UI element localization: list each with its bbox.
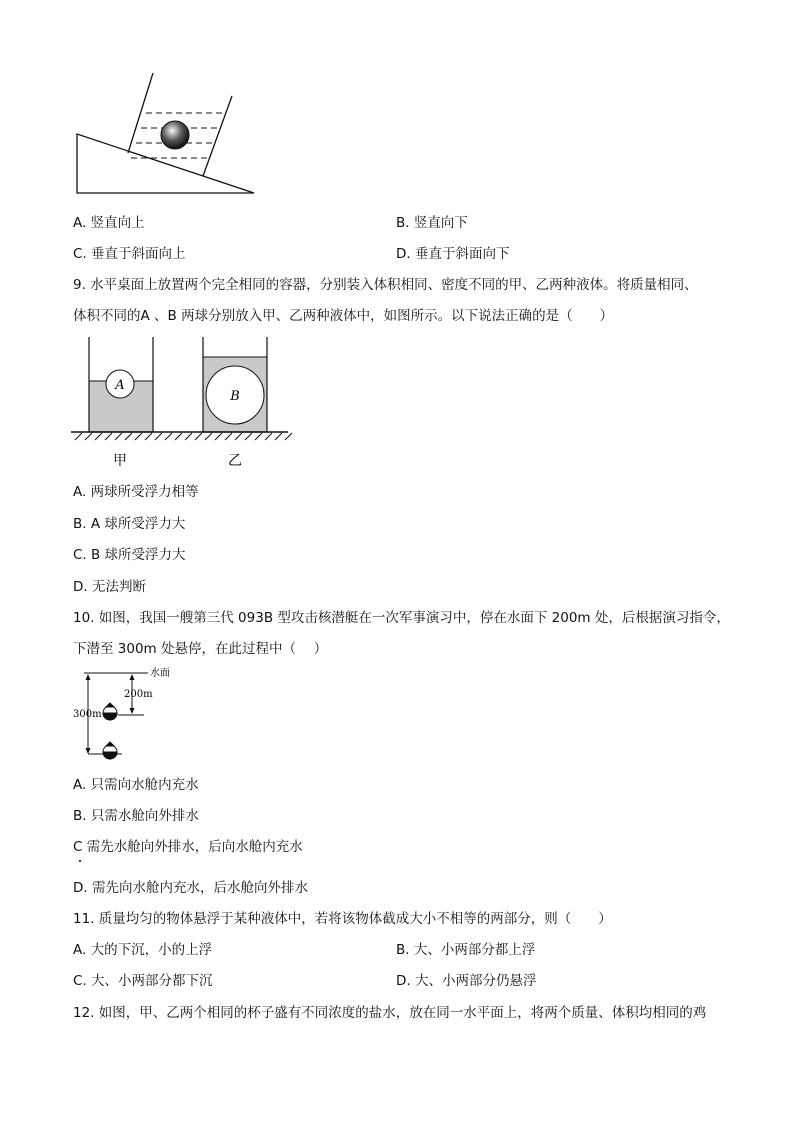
label-jia: 甲 [113, 453, 127, 469]
q9-stem-line1: 9. 水平桌面上放置两个完全相同的容器，分别装入体积相同、密度不同的甲、乙两种液体。将质量相同、 [73, 277, 698, 293]
container-wall-right [203, 96, 232, 176]
q9-stem-line2: 体积不同的A 、B 两球分别放入甲、乙两种液体中，如图所示。以下说法正确的是（ ） [73, 308, 614, 324]
q11-option-a: A. 大的下沉，小的上浮 [73, 942, 213, 958]
q10-option-d: D. 需先向水舱内充水，后水舱向外排水 [73, 880, 308, 896]
q11-option-d: D. 大、小两部分仍悬浮 [396, 973, 537, 989]
water-surface-label: 水面 [150, 668, 170, 679]
q9-option-b: B. A 球所受浮力大 [73, 516, 186, 532]
q11-option-b: B. 大、小两部分都上浮 [396, 942, 536, 958]
q8-incline-figure [70, 68, 270, 198]
q8-option-d: D. 垂直于斜面向下 [396, 246, 510, 262]
q10-stem-line1: 10. 如图，我国一艘第三代 093B 型攻击核潜艇在一次军事演习中，停在水面下 200m 处，后根据演习指令， [73, 610, 730, 626]
depth-200-label: 200m [124, 689, 153, 700]
submarine-200m [103, 703, 117, 720]
q8-option-c: C. 垂直于斜面向上 [73, 246, 186, 262]
q9-containers-figure [68, 332, 298, 472]
label-yi: 乙 [228, 453, 242, 469]
depth-300-label: 300m [73, 709, 102, 720]
q9-option-d: D. 无法判断 [73, 579, 146, 595]
q9-option-a: A. 两球所受浮力相等 [73, 484, 199, 500]
submarine-300m [103, 742, 117, 759]
q11-option-c: C. 大、小两部分都下沉 [73, 973, 213, 989]
q8-option-b: B. 竖直向下 [396, 215, 468, 231]
table-hatching [75, 433, 292, 440]
ball-b-label: B [230, 389, 240, 404]
ball [161, 121, 189, 149]
ball-a-label: A [115, 378, 125, 393]
q11-stem: 11. 质量均匀的物体悬浮于某种液体中，若将该物体截成大小不相等的两部分，则（ ） [73, 911, 612, 927]
q12-stem-line1: 12. 如图，甲、乙两个相同的杯子盛有不同浓度的盐水，放在同一水平面上，将两个质量、体积均相同的鸡 [73, 1005, 707, 1021]
q10-option-b: B. 只需水舱向外排水 [73, 808, 199, 824]
q10-submarine-figure [70, 662, 200, 767]
q8-option-a: A. 竖直向上 [73, 215, 145, 231]
q9-option-c: C. B 球所受浮力大 [73, 547, 186, 563]
stray-dot [79, 860, 81, 862]
q10-option-c: C 需先水舱向外排水，后向水舱内充水 [73, 839, 303, 855]
q10-option-a: A. 只需向水舱内充水 [73, 777, 199, 793]
q10-stem-line2: 下潜至 300m 处悬停，在此过程中（ ） [73, 641, 328, 657]
